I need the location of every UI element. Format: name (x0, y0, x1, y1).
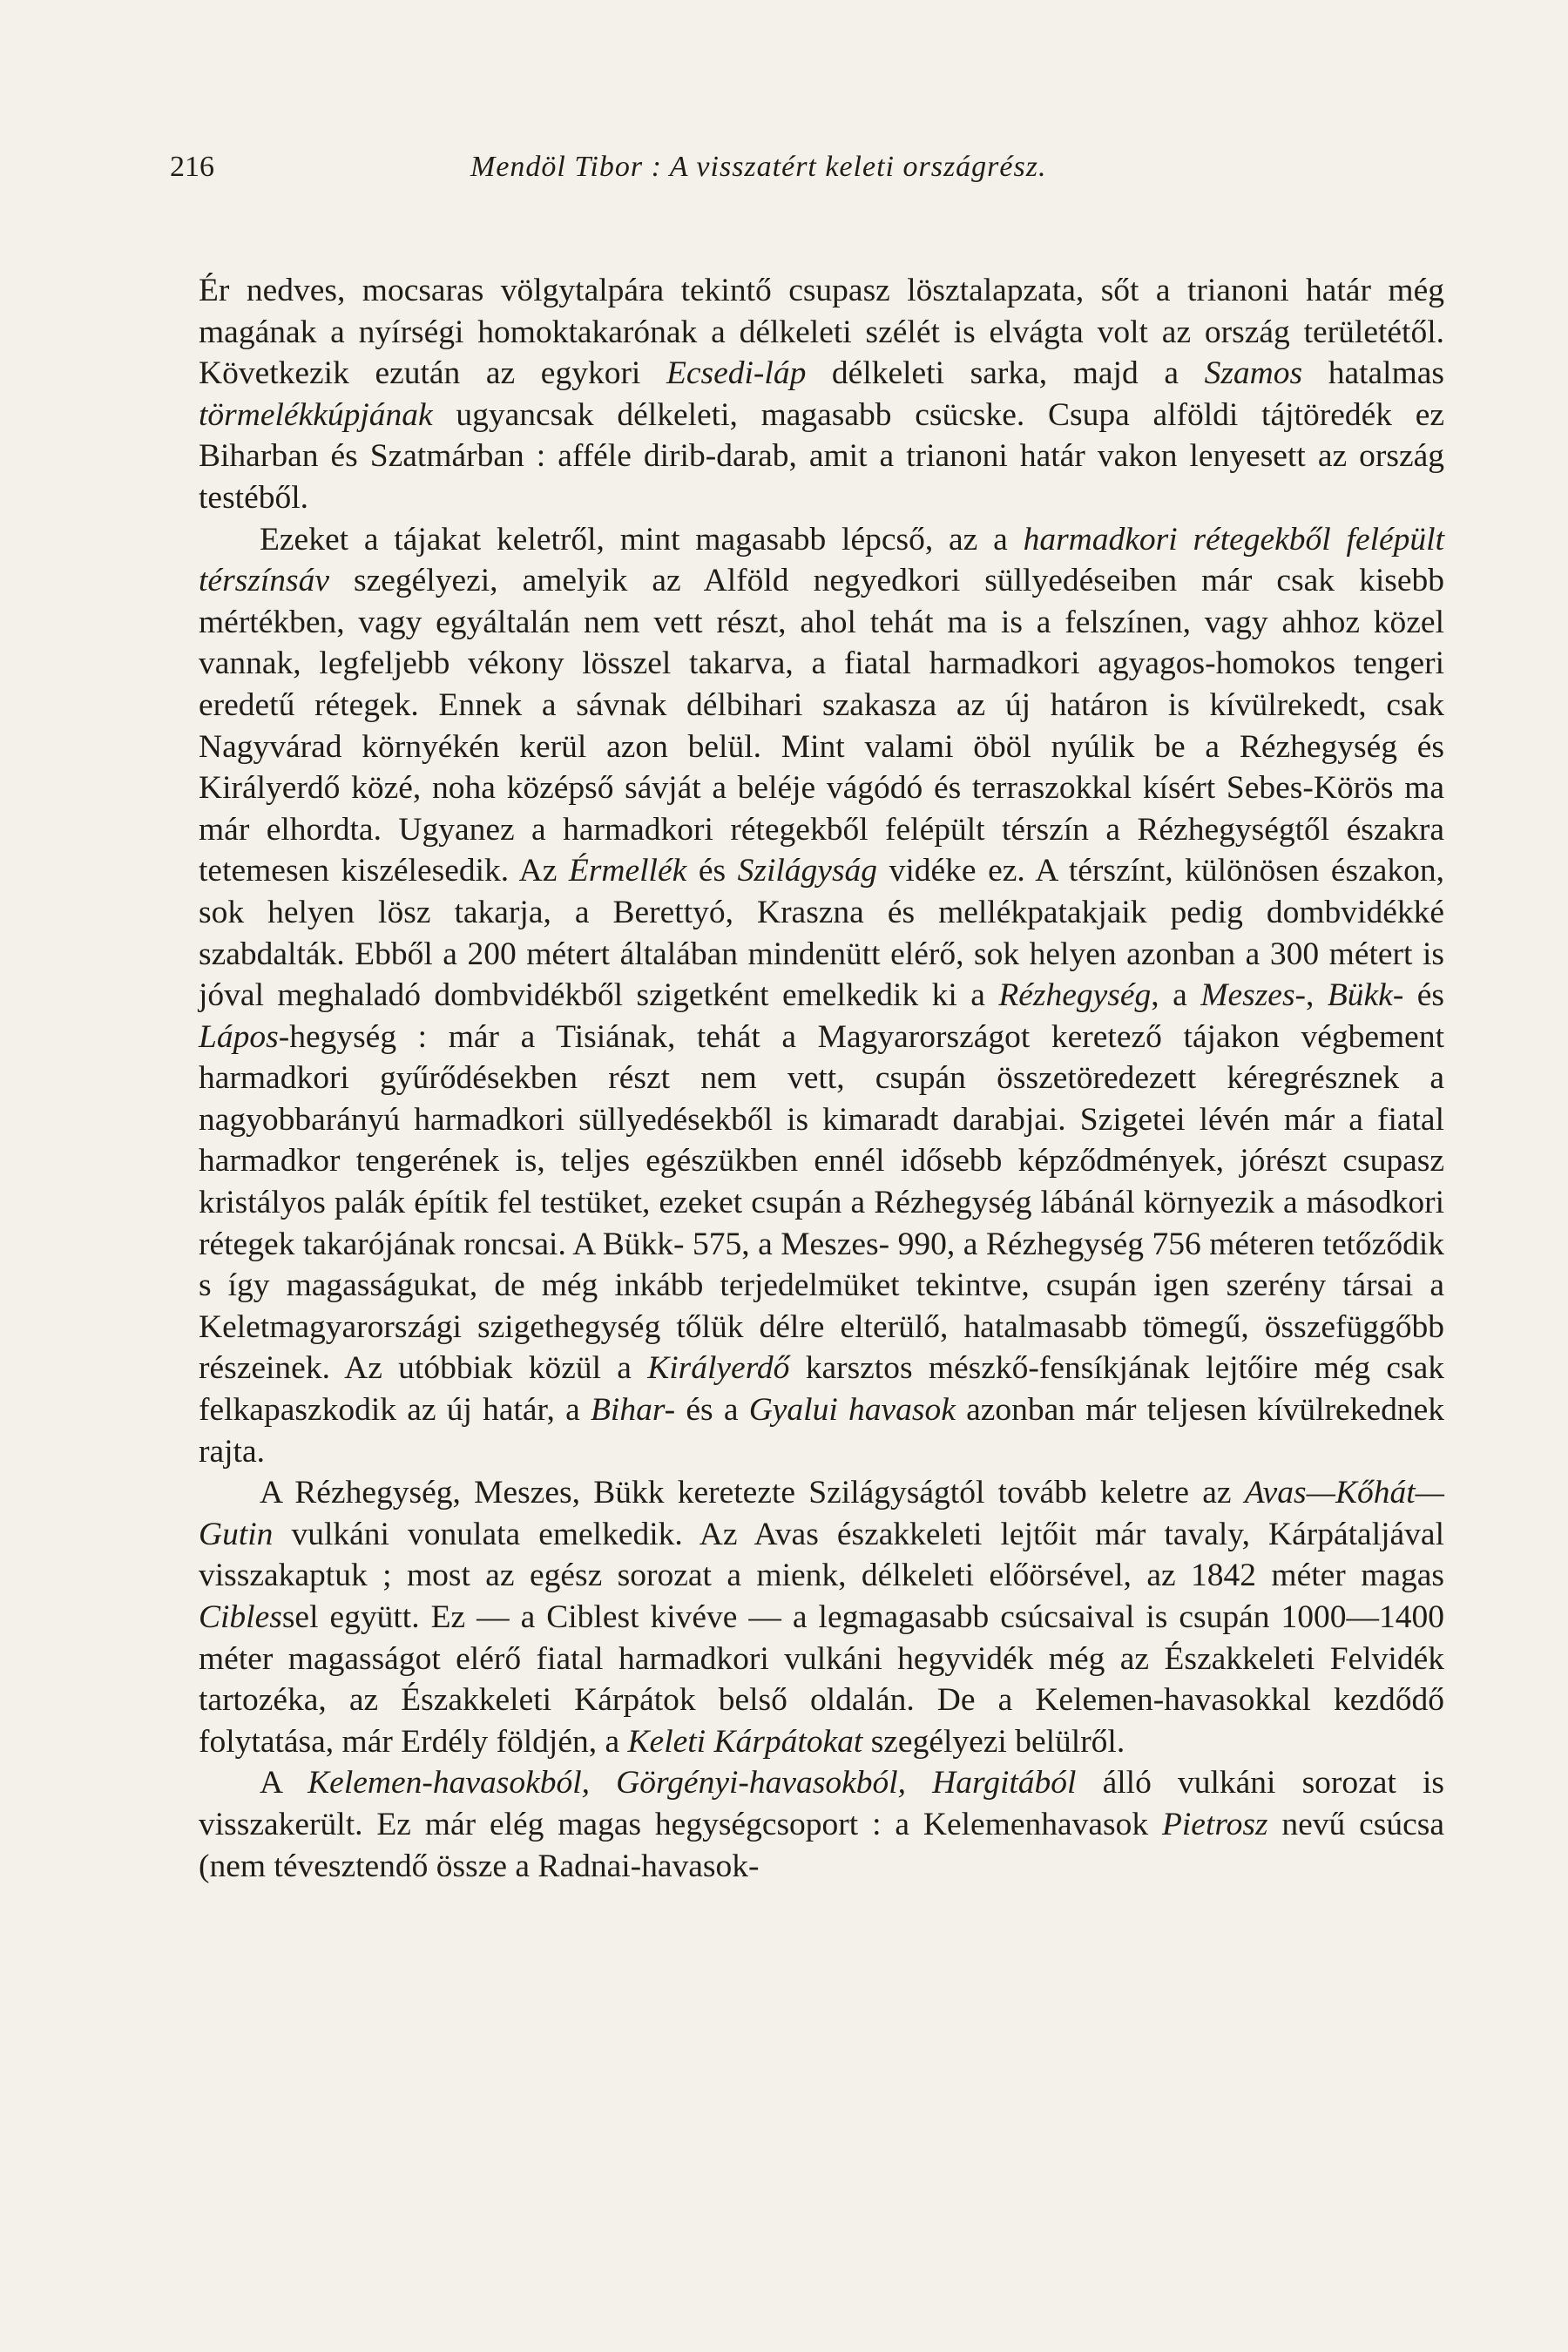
text-run: és (1403, 977, 1445, 1014)
text-run: vulkáni vonulata emelkedik. Az Avas északkeleti lejtőit már tavaly, Kárpátaljával visszakaptuk ; most az egész sorozat a mienk, délkeleti előörsével, az 1842 méter magas (199, 1516, 1444, 1594)
body-text (199, 270, 1444, 1887)
page-number: 216 (170, 151, 214, 183)
paragraph (199, 1472, 1444, 1762)
italic-text-run: Gyalui havasok (748, 1392, 956, 1429)
italic-text-run: Ecsedi-láp (666, 355, 807, 392)
paragraph (199, 270, 1444, 519)
italic-text-run: Keleti Kárpátokat (627, 1723, 863, 1760)
italic-text-run: Rézhegység (998, 977, 1152, 1014)
text-run: azonban már teljesen kívülrekednek rajta. (199, 1392, 1444, 1470)
text-run: álló vulkáni sorozat is visszakerült. Ez már elég magas hegységcsoport : a Kelemenhavasok (199, 1765, 1445, 1842)
text-run: és (686, 853, 738, 889)
text-run: délkeleti sarka, majd a (806, 355, 1205, 392)
text-run: ugyancsak délkeleti, magasabb csücske. Csupa alföldi tájtöredék ez Biharban és Szatmárban : afféle dirib-darab, amit a trianoni határ vakon lenyesett az ország testéből. (199, 396, 1444, 516)
italic-text-run: Lápos (199, 1018, 279, 1055)
paragraph (199, 1762, 1444, 1887)
text-run: A (260, 1765, 308, 1801)
text-run: , (1306, 977, 1328, 1014)
italic-text-run: Szamos (1204, 355, 1303, 392)
italic-text-run: Szilágyság (737, 853, 878, 889)
text-run: karsztos mészkő-fensíkjának lejtőire még csak felkapaszkodik az új határ, a (199, 1350, 1444, 1429)
italic-text-run: Bihar- (591, 1392, 676, 1429)
text-run: szegélyezi belülről. (862, 1723, 1125, 1760)
text-run: , a (1151, 977, 1201, 1014)
italic-text-run: Meszes- (1200, 977, 1307, 1014)
text-run: és a (675, 1392, 749, 1429)
italic-text-run: Érmellék (568, 853, 687, 889)
text-run: vidéke ez. A térszínt, különösen északon, sok helyen lösz takarja, a Berettyó, Kraszna és mellékpatakjaik pedig dombvidékké szabdalták. Ebből a 200 métert általában mindenütt elérő, sok helyen azonban a 300 métert is jóval meghaladó dombvidékből szigetként emelkedik ki a (199, 853, 1445, 1014)
italic-text-run: harmadkori rétegekből felépült térszínsáv (199, 521, 1444, 599)
italic-text-run: Királyerdő (647, 1350, 790, 1387)
italic-text-run: törmelékkúpjának (199, 396, 433, 433)
text-run: -hegység : már a Tisiának, tehát a Magyarországot keretező tájakon végbement harmadkori gyűrődésekben részt nem vett, csupán összetöredezett kéregrésznek a nagyobbarányú harmadkori süllyedésekből is kimaradt darabjai. Szigetei lévén már a fiatal harmadkor tengerének is, teljes egészükben ennél idősebb képződmények, jórészt csupasz kristályos palák építik fel testüket, ezeket csupán a Rézhegység lábánál környezik a másodkori rétegek takarójának roncsai. A Bükk- 575, a Meszes- 990, a Rézhegység 756 méteren tetőződik s így magasságukat, de még inkább terjedelmüket tekintve, csupán igen szerény társai a Keletmagyarországi szigethegység tőlük délre elterülő, hatalmasabb tömegű, összefüggőbb részeinek. Az utóbbiak közül a (199, 1018, 1444, 1387)
text-run: A Rézhegység, Meszes, Bükk keretezte Szilágyságtól tovább keletre az (260, 1475, 1245, 1511)
text-run: hatalmas (1302, 355, 1444, 392)
text-run: Ezeket a tájakat keletről, mint magasabb lépcső, az a (260, 521, 1024, 558)
text-run: szegélyezi, amelyik az Alföld negyedkori süllyedéseiben már csak kisebb mértékben, vagy egyáltalán nem vett részt, ahol tehát ma is a felszínen, vagy ahhoz közel vannak, legfeljebb vékony lösszel takarva, a fiatal harmadkori agyagos-homokos tengeri eredetű rétegek. Ennek a sávnak délbihari szakasza az új határon is kívülrekedt, csak Nagyvárad környékén kerül azon belül. Mint valami öböl nyúlik be a Rézhegység és Királyerdő közé, noha középső sávját a beléje vágódó és terraszokkal kísért Sebes-Körös ma már elhordta. Ugyanez a harmadkori rétegekből felépült térszín a Rézhegységtől északra tetemesen kiszélesedik. Az (199, 563, 1444, 889)
italic-text-run: Cibles (199, 1599, 282, 1635)
running-title: Mendöl Tibor : A visszatért keleti országrész. (470, 151, 1047, 183)
text-run: sel együtt. Ez — a Ciblest kivéve — a legmagasabb csúcsaival is csupán 1000—1400 méter magasságot elérő fiatal harmadkori vulkáni hegyvidék még az Északkeleti Felvidék tartozéka, az Északkeleti Kárpátok belső oldalán. De a Kelemen-havasokkal kezdődő folytatása, már Erdély földjén, a (199, 1599, 1444, 1760)
italic-text-run: Kelemen-havasokból, Görgényi-havasokból, Hargitából (308, 1765, 1077, 1801)
italic-text-run: Avas—Kőhát—Gutin (199, 1475, 1444, 1552)
text-run: Ér nedves, mocsaras völgytalpára tekintő csupasz lösztalapzata, sőt a trianoni határ még magának a nyírségi homoktakarónak a délkeleti szélét is elvágta volt az ország területétől. Következik ezután az egykori (199, 273, 1444, 392)
italic-text-run: Bükk- (1327, 977, 1404, 1014)
text-run: nevű csúcsa (nem tévesztendő össze a Radnai-havasok- (199, 1806, 1445, 1884)
paragraph (199, 519, 1444, 1473)
italic-text-run: Pietrosz (1161, 1806, 1268, 1842)
